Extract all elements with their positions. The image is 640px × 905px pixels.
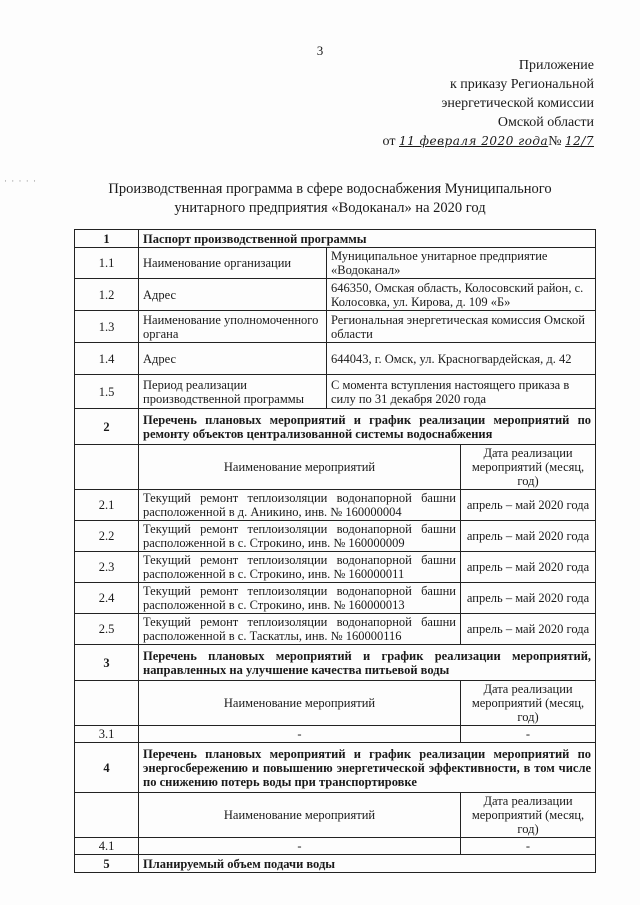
section-1-header	[75, 230, 596, 248]
row-name: -	[139, 726, 461, 743]
column-header-name: Наименование мероприятий	[139, 793, 461, 838]
row-date: -	[461, 726, 596, 743]
table-row	[75, 838, 596, 855]
row-label: Адрес	[139, 279, 327, 311]
empty-cell	[75, 445, 139, 490]
approval-number-handwritten: 12/7	[565, 134, 594, 148]
approval-line-1: Приложение	[518, 58, 594, 73]
table-row	[75, 614, 596, 645]
row-name: Текущий ремонт теплоизоляции водонапорной башни расположенной в с. Таскатлы, инв. № 160000116	[139, 614, 461, 645]
approval-number-sign: №	[548, 134, 562, 149]
row-name: -	[139, 838, 461, 855]
section-num: 3	[75, 645, 139, 681]
table-row	[75, 343, 596, 375]
table-row	[75, 279, 596, 311]
column-header-row	[75, 681, 596, 726]
table-row	[75, 490, 596, 521]
title-line-1: Производственная программа в сфере водоснабжения Муниципального	[108, 181, 552, 197]
row-date: апрель – май 2020 года	[461, 552, 596, 583]
section-title: Планируемый объем подачи воды	[139, 855, 596, 873]
approval-line-2: к приказу Региональной	[449, 77, 594, 92]
row-label: Адрес	[139, 343, 327, 375]
row-num: 2.3	[75, 552, 139, 583]
column-header-name: Наименование мероприятий	[139, 445, 461, 490]
margin-mark: · · · · ·	[4, 176, 37, 186]
table-row	[75, 375, 596, 409]
program-table	[74, 229, 596, 873]
row-num: 2.1	[75, 490, 139, 521]
section-title: Перечень плановых мероприятий и график реализации мероприятий по энергосбережению и повышению энергетической эффективности, в том числе по снижению потерь воды при транспортировке	[139, 743, 596, 793]
table-row	[75, 726, 596, 743]
row-date: апрель – май 2020 года	[461, 583, 596, 614]
row-num: 1.4	[75, 343, 139, 375]
row-num: 1.5	[75, 375, 139, 409]
section-4-header	[75, 743, 596, 793]
section-num: 5	[75, 855, 139, 873]
row-date: апрель – май 2020 года	[461, 521, 596, 552]
row-name: Текущий ремонт теплоизоляции водонапорной башни расположенной в с. Строкино, инв. № 160000009	[139, 521, 461, 552]
table-row	[75, 311, 596, 343]
row-num: 2.5	[75, 614, 139, 645]
row-date: апрель – май 2020 года	[461, 490, 596, 521]
table-row	[75, 521, 596, 552]
column-header-date: Дата реализации мероприятий (месяц, год)	[461, 681, 596, 726]
row-num: 3.1	[75, 726, 139, 743]
column-header-date: Дата реализации мероприятий (месяц, год)	[461, 793, 596, 838]
row-value: Региональная энергетическая комиссия Омской области	[327, 311, 596, 343]
row-value: Муниципальное унитарное предприятие «Водоканал»	[327, 248, 596, 279]
row-date: апрель – май 2020 года	[461, 614, 596, 645]
document-title	[90, 180, 570, 218]
row-label: Период реализации производственной программы	[139, 375, 327, 409]
section-num: 1	[75, 230, 139, 248]
row-value: С момента вступления настоящего приказа в силу по 31 декабря 2020 года	[327, 375, 596, 409]
approval-date-line	[334, 132, 594, 151]
page-number: 3	[316, 43, 324, 58]
section-title: Перечень плановых мероприятий и график реализации мероприятий, направленных на улучшение качества питьевой воды	[139, 645, 596, 681]
column-header-name: Наименование мероприятий	[139, 681, 461, 726]
section-2-header	[75, 409, 596, 445]
row-date: -	[461, 838, 596, 855]
row-name: Текущий ремонт теплоизоляции водонапорной башни расположенной в с. Строкино, инв. № 160000013	[139, 583, 461, 614]
row-name: Текущий ремонт теплоизоляции водонапорной башни расположенной в с. Строкино, инв. № 160000011	[139, 552, 461, 583]
row-value: 644043, г. Омск, ул. Красногвардейская, д. 42	[327, 343, 596, 375]
section-num: 2	[75, 409, 139, 445]
title-line-2: унитарного предприятия «Водоканал» на 2020 год	[174, 200, 486, 216]
table-row	[75, 248, 596, 279]
row-num: 2.2	[75, 521, 139, 552]
empty-cell	[75, 681, 139, 726]
row-label: Наименование уполномоченного органа	[139, 311, 327, 343]
approval-prefix: от	[382, 134, 396, 149]
empty-cell	[75, 793, 139, 838]
row-num: 1.2	[75, 279, 139, 311]
row-num: 4.1	[75, 838, 139, 855]
row-num: 2.4	[75, 583, 139, 614]
approval-date-handwritten: 11 февраля 2020 года	[398, 134, 549, 148]
approval-line-4: Омской области	[497, 115, 594, 130]
row-num: 1.3	[75, 311, 139, 343]
table-row	[75, 583, 596, 614]
row-num: 1.1	[75, 248, 139, 279]
row-label: Наименование организации	[139, 248, 327, 279]
column-header-row	[75, 793, 596, 838]
row-value: 646350, Омская область, Колосовский район, с. Колосовка, ул. Кирова, д. 109 «Б»	[327, 279, 596, 311]
section-5-header	[75, 855, 596, 873]
column-header-date: Дата реализации мероприятий (месяц, год)	[461, 445, 596, 490]
approval-line-3: энергетической комиссии	[441, 96, 594, 111]
section-title: Паспорт производственной программы	[139, 230, 596, 248]
section-title: Перечень плановых мероприятий и график реализации мероприятий по ремонту объектов централизованной системы водоснабжения	[139, 409, 596, 445]
section-3-header	[75, 645, 596, 681]
table-row	[75, 552, 596, 583]
row-name: Текущий ремонт теплоизоляции водонапорной башни расположенной в д. Аникино, инв. № 160000004	[139, 490, 461, 521]
section-num: 4	[75, 743, 139, 793]
approval-block	[334, 56, 594, 151]
column-header-row	[75, 445, 596, 490]
